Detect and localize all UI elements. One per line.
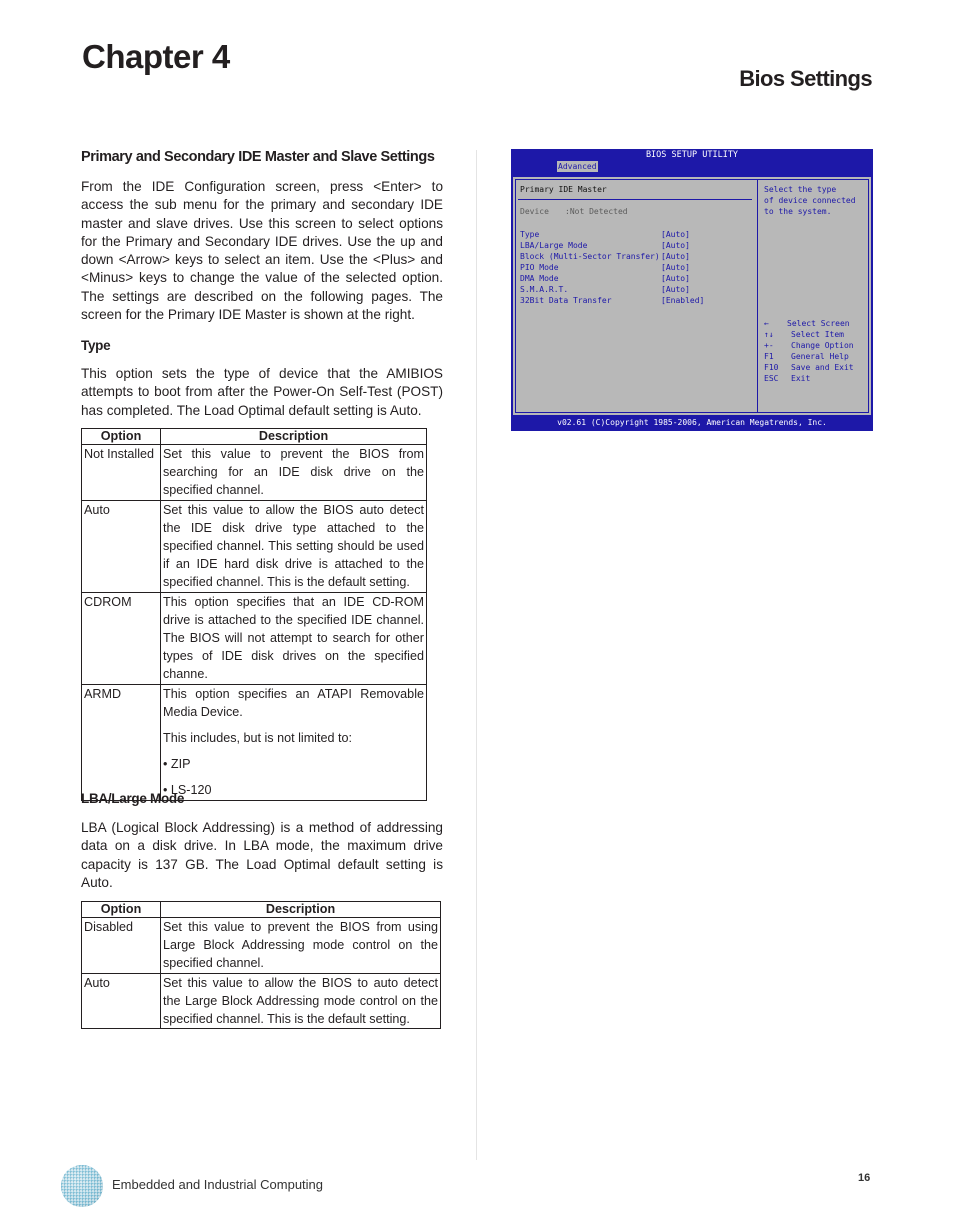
table-header-row xyxy=(82,902,441,918)
bios-setting-value: [Auto] xyxy=(661,241,690,250)
bios-title: BIOS SETUP UTILITY xyxy=(645,150,739,160)
bios-device-value: :Not Detected xyxy=(565,207,628,216)
bios-setting-value: [Enabled] xyxy=(661,296,705,305)
option-cell: Not Installed xyxy=(82,445,161,501)
type-paragraph: This option sets the type of device that the AMIBIOS attempts to boot from after the Power-On Self-Test (POST) has completed. The Load Optimal default setting is Auto. xyxy=(81,366,443,418)
description-text: Set this value to prevent the BIOS from searching for an IDE disk drive on the specified channel. xyxy=(163,447,424,498)
column-divider xyxy=(476,150,477,1160)
bios-setting-label: S.M.A.R.T. xyxy=(520,285,569,294)
chapter-title: Chapter 4 xyxy=(82,38,230,75)
section-title: Bios Settings xyxy=(739,66,872,91)
company-logo-icon xyxy=(60,1164,104,1208)
bios-setting-label: LBA/Large Mode xyxy=(520,241,588,250)
ide-settings-heading: Primary and Secondary IDE Master and Slave Settings xyxy=(81,149,435,165)
bios-setting-label: DMA Mode xyxy=(520,274,559,283)
bios-key-action: Select Screen xyxy=(787,319,850,328)
description-text: This includes, but is not limited to: xyxy=(163,731,352,746)
bios-setting-label: 32Bit Data Transfer xyxy=(520,296,612,305)
description-cell xyxy=(161,500,427,592)
bios-help-line: to the system. xyxy=(764,207,832,216)
bios-key: F1 xyxy=(764,352,774,361)
description-text: Set this value to allow the BIOS to auto detect the Large Block Addressing mode control on the specified channel. This is the default setting. xyxy=(163,975,438,1027)
description-column-header: Description xyxy=(161,902,441,918)
option-cell: Auto xyxy=(82,500,161,592)
description-column-header: Description xyxy=(161,429,427,445)
description-text: Set this value to prevent the BIOS from using Large Block Addressing mode control on the specified channel. xyxy=(163,920,438,971)
bios-key-action: General Help xyxy=(791,352,849,361)
bios-setting-value: [Auto] xyxy=(661,252,690,261)
bios-key-action: Save and Exit xyxy=(791,363,854,372)
bios-help-line: Select the type xyxy=(764,185,837,194)
bios-setting-label: Block (Multi-Sector Transfer) xyxy=(520,252,660,261)
bios-key-action: Change Option xyxy=(791,341,854,350)
description-bullet: • LS-120 xyxy=(163,783,212,798)
option-cell: ARMD xyxy=(82,684,161,800)
page-number: 16 xyxy=(858,1172,871,1184)
table-row xyxy=(82,973,441,1029)
type-heading: Type xyxy=(81,338,111,353)
bios-key: ESC xyxy=(764,374,779,383)
description-cell xyxy=(161,592,427,684)
bios-setting-label: Type xyxy=(520,230,540,239)
bios-setting-value: [Auto] xyxy=(661,230,690,239)
bios-key: ← xyxy=(764,319,769,328)
table-row xyxy=(82,684,427,800)
bios-copyright-footer: v02.61 (C)Copyright 1985-2006, American Megatrends, Inc. xyxy=(557,418,827,427)
bios-panel-title: Primary IDE Master xyxy=(520,185,607,194)
description-cell xyxy=(161,973,441,1029)
bios-key: +- xyxy=(764,341,774,350)
bios-setting-value: [Auto] xyxy=(661,285,690,294)
table-row xyxy=(82,445,427,501)
bios-tab-advanced: Advanced xyxy=(558,162,597,171)
table-row xyxy=(82,918,441,974)
intro-paragraph: From the IDE Configuration screen, press <Enter> to access the sub menu for the primary and secondary IDE master and slave drives. Use this screen to select options for the Primary and Secondary IDE drives. Use the up and down <Arrow> keys to select an item. Use the <Plus> and <Minus> keys to change the value of the selected option. The settings are described on the following pages. The screen for the Primary IDE Master is shown at the right. xyxy=(81,179,443,323)
description-text: This option specifies an ATAPI Removable Media Device. xyxy=(163,686,424,719)
description-bullet: • ZIP xyxy=(163,757,191,772)
description-cell xyxy=(161,684,427,800)
description-cell xyxy=(161,918,441,974)
bios-title-underline xyxy=(518,199,752,200)
option-cell: Auto xyxy=(82,973,161,1029)
bios-key-action: Exit xyxy=(791,374,811,383)
lba-options-table xyxy=(81,901,441,1029)
bios-separator xyxy=(757,179,758,413)
option-cell: Disabled xyxy=(82,918,161,974)
bios-panel xyxy=(513,177,871,415)
bios-setting-value: [Auto] xyxy=(661,274,690,283)
option-cell: CDROM xyxy=(82,592,161,684)
option-column-header: Option xyxy=(82,429,161,445)
description-text: Set this value to allow the BIOS auto detect the IDE disk drive type attached to the specified channel. This setting should be used if an IDE hard disk drive is attached to the specified channel. This is the default setting. xyxy=(163,502,424,590)
bios-setting-value: [Auto] xyxy=(661,263,690,272)
footer-company-text: Embedded and Industrial Computing xyxy=(112,1177,324,1192)
bios-screenshot xyxy=(511,149,873,431)
type-options-table xyxy=(81,428,427,801)
bios-device-label: Device xyxy=(520,207,549,216)
bios-setting-label: PIO Mode xyxy=(520,263,559,272)
lba-paragraph: LBA (Logical Block Addressing) is a method of addressing data on a disk drive. In LBA mode, the maximum drive capacity is 137 GB. The Load Optimal default setting is Auto. xyxy=(81,820,443,890)
bios-key-action: Select Item xyxy=(791,330,844,339)
bios-key: F10 xyxy=(764,363,779,372)
lba-heading: LBA/Large Mode xyxy=(81,791,185,806)
description-text: This option specifies that an IDE CD-ROM drive is attached to the specified IDE channel. The BIOS will not attempt to search for other types of IDE disk drives on the specified channe. xyxy=(163,594,424,682)
bios-key: ↑↓ xyxy=(764,330,774,339)
table-header-row xyxy=(82,429,427,445)
description-cell xyxy=(161,445,427,501)
table-row xyxy=(82,592,427,684)
option-column-header: Option xyxy=(82,902,161,918)
bios-help-line: of device connected xyxy=(764,196,856,205)
table-row xyxy=(82,500,427,592)
